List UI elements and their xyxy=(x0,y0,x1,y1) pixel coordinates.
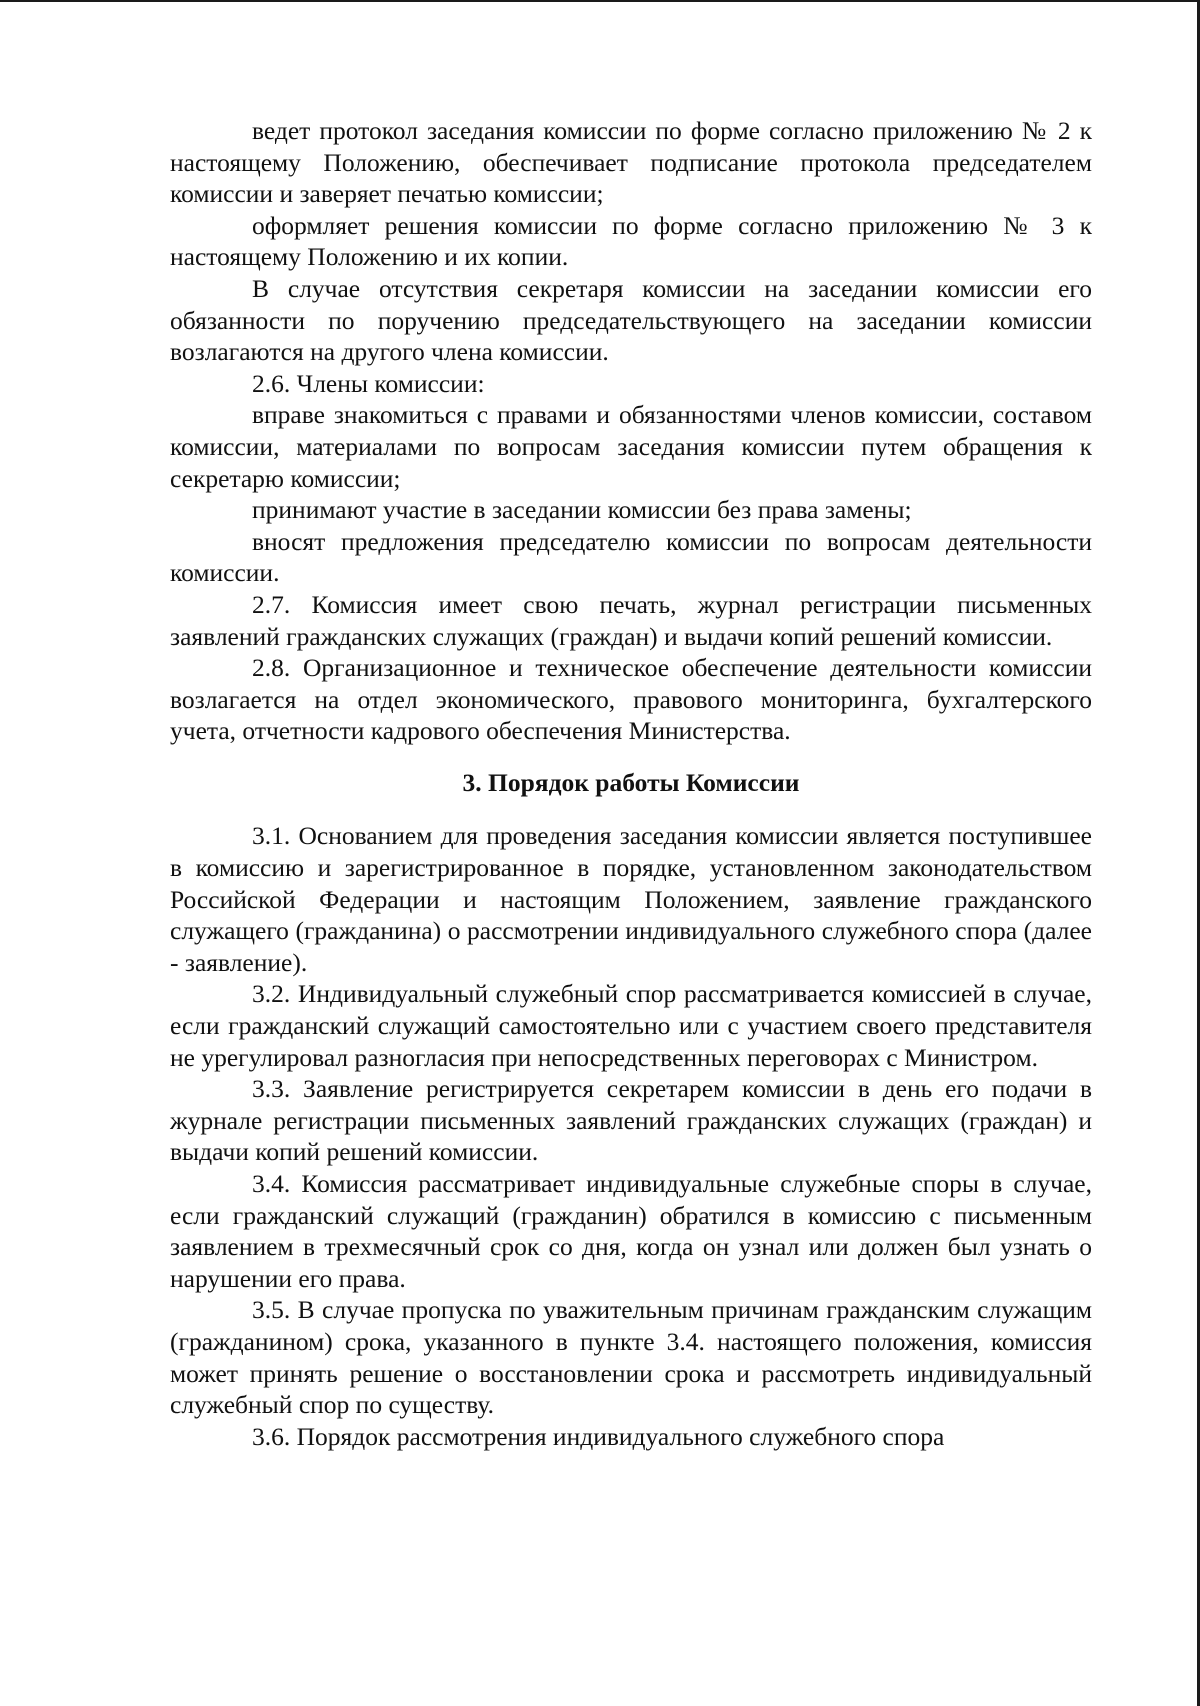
paragraph-secretary-absence: В случае отсутствия секретаря комиссии на заседании комиссии его обязанности по поручению председательствующего на заседании комиссии возлагаются на другого члена комиссии. xyxy=(170,273,1092,367)
document-body xyxy=(170,115,1092,1452)
paragraph-members-rights: вправе знакомиться с правами и обязанностями членов комиссии, составом комиссии, материалами по вопросам заседания комиссии путем обращения к секретарю комиссии; xyxy=(170,400,1092,493)
paragraph-3-6: 3.6. Порядок рассмотрения индивидуального служебного спора xyxy=(252,1421,945,1451)
paragraph-3-5: 3.5. В случае пропуска по уважительным причинам гражданским служащим (гражданином) срока, указанного в пункте 3.4. настоящего положения, комиссия может принять решение о восстановлении срока и рассмотреть индивидуальный служебный спор по существу. xyxy=(170,1295,1092,1420)
paragraph-protocol: ведет протокол заседания комиссии по форме согласно приложению № 2 к настоящему Положению, обеспечивает подписание протокола председателем комиссии и заверяет печатью комиссии; xyxy=(170,116,1092,209)
paragraph-members-participation: принимают участие в заседании комиссии без права замены; xyxy=(252,495,912,525)
scan-border-top xyxy=(0,0,1200,2)
paragraph-3-4: 3.4. Комиссия рассматривает индивидуальные служебные споры в случае, если гражданский служащий (гражданин) обратился в комиссию с письменным заявлением в трехмесячный срок со дня, когда он узнал или должен был узнать о нарушении его права. xyxy=(170,1169,1092,1293)
paragraph-decisions: оформляет решения комиссии по форме согласно приложению № 3 к настоящему Положению и их копии. xyxy=(170,210,1092,272)
section-heading: 3. Порядок работы Комиссии xyxy=(462,767,800,797)
paragraph-2-8: 2.8. Организационное и техническое обеспечение деятельности комиссии возлагается на отдел экономического, правового мониторинга, бухгалтерского учета, отчетности кадрового обеспечения Министерства. xyxy=(170,653,1092,746)
paragraph-2-7: 2.7. Комиссия имеет свою печать, журнал регистрации письменных заявлений гражданских служащих (граждан) и выдачи копий решений комиссии. xyxy=(170,589,1092,651)
paragraph-2-6-heading: 2.6. Члены комиссии: xyxy=(252,368,485,398)
paragraph-3-1: 3.1. Основанием для проведения заседания комиссии является поступившее в комиссию и зарегистрированное в порядке, установленном законодательством Российской Федерации и настоящим Положением, заявление гражданского служащего (гражданина) о рассмотрении индивидуального служебного спора (далее - заявление). xyxy=(170,821,1092,977)
paragraph-3-2: 3.2. Индивидуальный служебный спор рассматривается комиссией в случае, если гражданский служащий самостоятельно или с участием своего представителя не урегулировал разногласия при непосредственных переговорах с Министром. xyxy=(170,979,1092,1072)
paragraph-3-3: 3.3. Заявление регистрируется секретарем комиссии в день его подачи в журнале регистрации письменных заявлений гражданских служащих (граждан) и выдачи копий решений комиссии. xyxy=(170,1074,1092,1167)
paragraph-members-proposals: вносят предложения председателю комиссии по вопросам деятельности комиссии. xyxy=(170,526,1092,588)
